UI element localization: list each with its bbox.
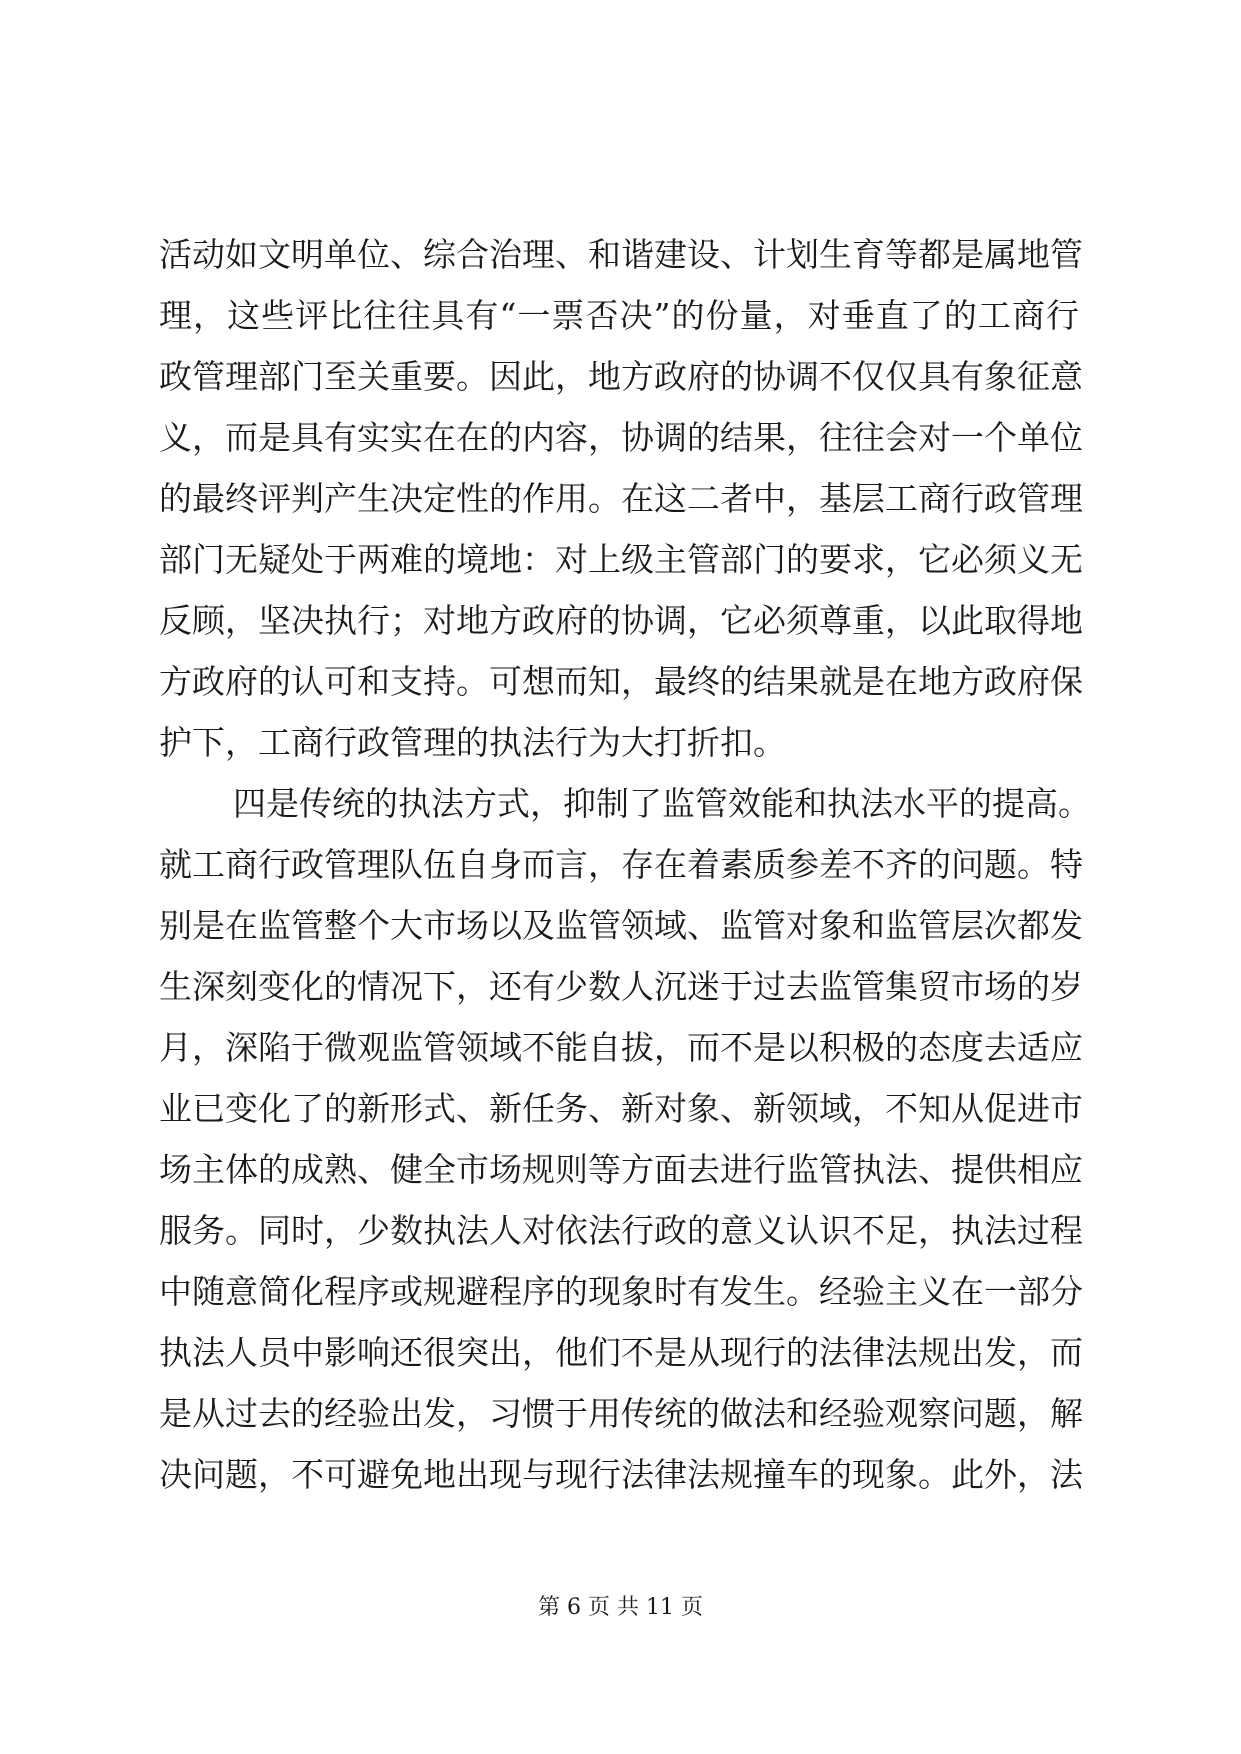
text-line: 政管理部门至关重要。因此，地方政府的协调不仅仅具有象征意 <box>159 357 1083 396</box>
text-line: 活动如文明单位、综合治理、和谐建设、计划生育等都是属地管 <box>159 235 1083 274</box>
text-line: 护下，工商行政管理的执法行为大打折扣。 <box>159 723 786 762</box>
text-line: 业已变化了的新形式、新任务、新对象、新领域，不知从促进市 <box>159 1089 1083 1128</box>
text-line: 中随意简化程序或规避程序的现象时有发生。经验主义在一部分 <box>159 1272 1083 1311</box>
text-line: 别是在监管整个大市场以及监管领域、监管对象和监管层次都发 <box>159 906 1083 945</box>
text-line: 方政府的认可和支持。可想而知，最终的结果就是在地方政府保 <box>159 662 1083 701</box>
text-line: 生深刻变化的情况下，还有少数人沉迷于过去监管集贸市场的岁 <box>159 967 1083 1006</box>
paragraph-first-line: 四是传统的执法方式，抑制了监管效能和执法水平的提高。 <box>233 784 1091 823</box>
text-line: 月，深陷于微观监管领域不能自拔，而不是以积极的态度去适应 <box>159 1028 1083 1067</box>
text-line: 就工商行政管理队伍自身而言，存在着素质参差不齐的问题。特 <box>159 845 1083 884</box>
text-line: 是从过去的经验出发，习惯于用传统的做法和经验观察问题，解 <box>159 1394 1083 1433</box>
body-text <box>159 224 1091 1505</box>
text-line: 执法人员中影响还很突出，他们不是从现行的法律法规出发，而 <box>159 1333 1083 1372</box>
text-line: 服务。同时，少数执法人对依法行政的意义认识不足，执法过程 <box>159 1211 1083 1250</box>
page-footer <box>0 1590 1241 1621</box>
text-line: 部门无疑处于两难的境地：对上级主管部门的要求，它必须义无 <box>159 540 1083 579</box>
text-line: 决问题，不可避免地出现与现行法律法规撞车的现象。此外，法 <box>159 1455 1083 1494</box>
page-number: 第 6 页 共 11 页 <box>538 1595 703 1620</box>
text-line: 反顾，坚决执行；对地方政府的协调，它必须尊重，以此取得地 <box>159 601 1083 640</box>
text-line: 理，这些评比往往具有“一票否决”的份量，对垂直了的工商行 <box>159 296 1079 335</box>
text-line: 场主体的成熟、健全市场规则等方面去进行监管执法、提供相应 <box>159 1150 1083 1189</box>
text-line: 的最终评判产生决定性的作用。在这二者中，基层工商行政管理 <box>159 479 1083 518</box>
text-line: 义，而是具有实实在在的内容，协调的结果，往往会对一个单位 <box>159 418 1083 457</box>
